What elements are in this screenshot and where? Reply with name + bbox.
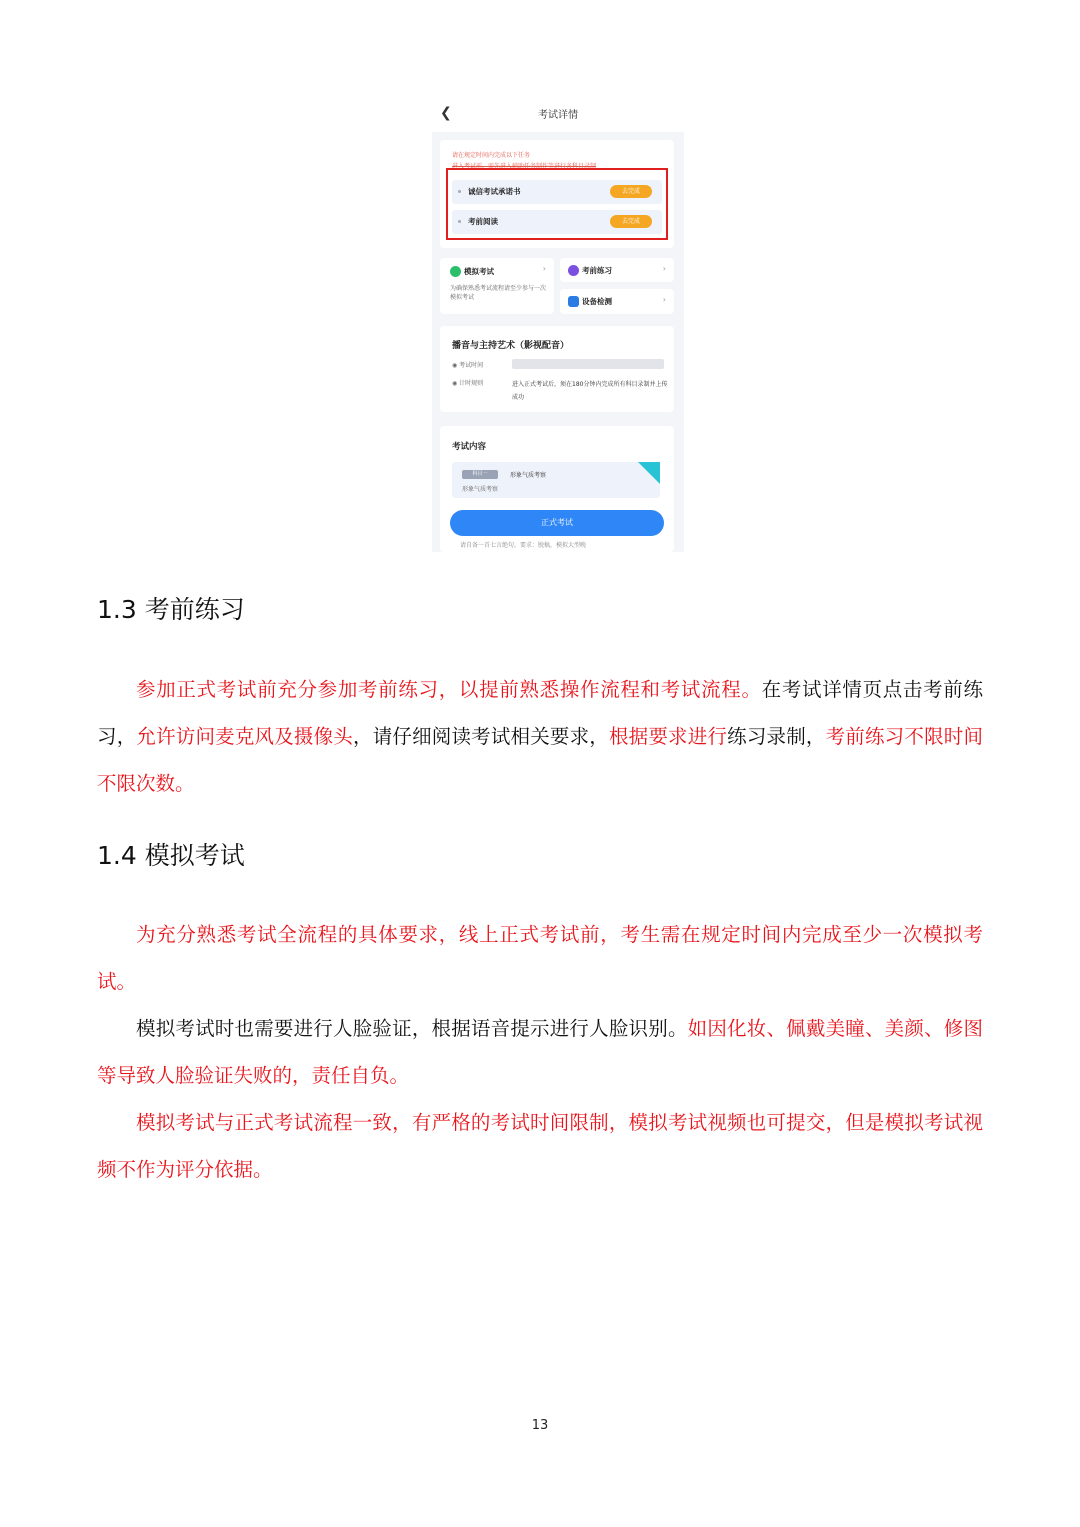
complete-button[interactable]: 去完成 bbox=[610, 215, 652, 228]
subject-tag: 科目一 bbox=[462, 470, 498, 479]
text-run: 允许访问麦克风及摄像头 bbox=[136, 725, 353, 748]
paragraph-mock-rules: 模拟考试与正式考试流程一致，有严格的考试时间限制，模拟考试视频也可提交，但是模拟考试视频不作为评分依据。 bbox=[97, 1111, 983, 1181]
text-run: 参加正式考试前充分参加考前练习，以提前熟悉操作流程和考试流程。 bbox=[136, 678, 762, 701]
mock-exam-card[interactable] bbox=[440, 258, 554, 314]
complete-button[interactable]: 去完成 bbox=[610, 185, 652, 198]
content-title: 考试内容 bbox=[452, 442, 487, 452]
chevron-right-icon: › bbox=[542, 264, 546, 273]
rule-text: 进入正式考试后，须在180分钟内完成所有科目录制并上传成功 bbox=[512, 381, 668, 401]
exam-info-card bbox=[440, 326, 674, 412]
chevron-right-icon: › bbox=[662, 295, 666, 304]
exam-time-label: ◉ 考试时间 bbox=[452, 362, 484, 369]
start-exam-button[interactable]: 正式考试 bbox=[450, 510, 664, 536]
mock-exam-desc: 为确保熟悉考试流程请至少参与一次模拟考试 bbox=[450, 285, 547, 301]
mock-exam-label: 模拟考试 bbox=[464, 267, 494, 276]
phone-top-bar bbox=[432, 96, 684, 132]
text-run: ，请仔细阅读考试相关要求， bbox=[353, 725, 609, 748]
exam-detail-screenshot bbox=[432, 96, 684, 552]
text-run: 如因化妆、佩戴美瞳、美颜、修图等导致人脸验证失败的，责任自负。 bbox=[97, 1017, 983, 1087]
practice-card[interactable] bbox=[560, 258, 674, 282]
device-icon bbox=[568, 296, 579, 307]
practice-label: 考前练习 bbox=[582, 266, 612, 275]
play-icon bbox=[568, 265, 579, 276]
mock-exam-icon bbox=[450, 266, 461, 277]
text-run: 模拟考试时也需要进行人脸验证，根据语音提示进行人脸识别。 bbox=[136, 1017, 688, 1040]
rule-label: ◉ 计时规则 bbox=[452, 380, 484, 387]
phone-page-title: 考试详情 bbox=[538, 110, 578, 121]
chevron-right-icon: › bbox=[662, 264, 666, 273]
text-run: 练习录制， bbox=[727, 725, 826, 748]
chevron-left-icon[interactable]: ❮ bbox=[440, 105, 452, 121]
text-run: 根据要求进行 bbox=[608, 725, 728, 748]
exam-content-card bbox=[440, 426, 674, 552]
paragraph-face-verify bbox=[97, 1005, 983, 1099]
text-run: 在考试详情页点击考前练习， bbox=[97, 678, 983, 748]
task-hint: 请在规定时间内完成以下任务 bbox=[452, 152, 531, 159]
corner-badge-icon bbox=[638, 462, 660, 484]
text-run: 考前练习不限时间不限次数。 bbox=[97, 725, 983, 795]
task-label: 考前阅读 bbox=[468, 217, 498, 226]
section-heading-1-4: 1.4 模拟考试 bbox=[97, 841, 245, 870]
paragraph-practice bbox=[97, 666, 983, 807]
page-number: 13 bbox=[531, 1418, 549, 1433]
task-label: 诚信考试承诺书 bbox=[468, 187, 521, 196]
device-check-card[interactable] bbox=[560, 289, 674, 314]
content-footer: 请自备一首七言绝句。要求：脱稿，模拟大型晚 bbox=[460, 542, 587, 549]
exam-title: 播音与主持艺术（影视配音） bbox=[452, 341, 570, 351]
highlight-box bbox=[446, 168, 668, 240]
blurred-exam-time bbox=[512, 359, 664, 369]
subject-item[interactable] bbox=[452, 462, 660, 498]
task-hint-secondary: 进入考试前，需先进入辅助任务制作等进行各科目录制 bbox=[452, 163, 597, 170]
subject-desc: 形象气质考察 bbox=[462, 486, 499, 493]
subject-name: 形象气质考察 bbox=[510, 472, 547, 479]
paragraph-mock-intro: 为充分熟悉考试全流程的具体要求，线上正式考试前，考生需在规定时间内完成至少一次模拟考试。 bbox=[97, 923, 983, 993]
section-heading-1-3: 1.3 考前练习 bbox=[97, 595, 245, 624]
device-check-label: 设备检测 bbox=[582, 297, 612, 306]
